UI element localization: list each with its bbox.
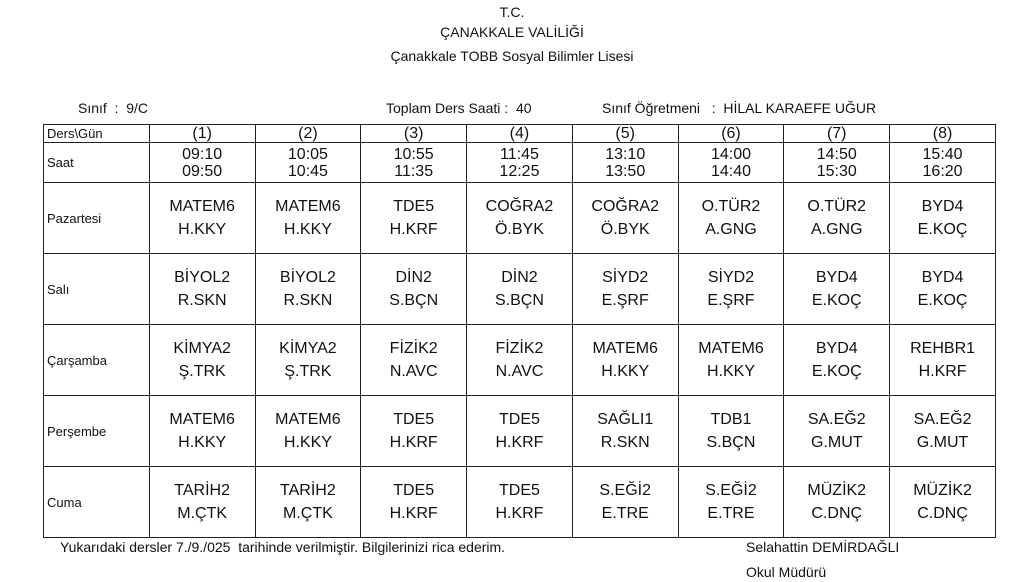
lesson-cell xyxy=(149,183,255,254)
day-name: Pazartesi xyxy=(44,183,150,254)
course-code: SA.EĞ2 xyxy=(807,411,866,428)
teacher-code: S.BÇN xyxy=(494,292,544,309)
lesson-cell xyxy=(678,325,784,396)
teacher-code: E.KOÇ xyxy=(917,292,968,309)
period-end: 11:35 xyxy=(394,162,434,180)
lesson-cell xyxy=(572,325,678,396)
total-hours-label: Toplam Ders Saati : 40 xyxy=(386,100,532,116)
lesson-cell xyxy=(255,396,361,467)
period-end: 12:25 xyxy=(499,162,540,180)
period-start: 09:10 xyxy=(182,145,223,163)
course-code: TDE5 xyxy=(393,411,435,428)
lesson-cell xyxy=(467,396,573,467)
course-code: SİYD2 xyxy=(707,269,755,286)
lesson-cell xyxy=(255,325,361,396)
lesson-cell xyxy=(784,254,890,325)
teacher-code: H.KKY xyxy=(601,363,650,380)
column-number: (1) xyxy=(149,125,255,143)
signer-title: Okul Müdürü xyxy=(746,564,827,580)
lesson-cell xyxy=(361,183,467,254)
signer-name: Selahattin DEMİRDAĞLI xyxy=(746,539,900,555)
corner-label: Ders\Gün xyxy=(44,125,150,143)
course-code: MATEM6 xyxy=(275,411,341,428)
day-name: Perşembe xyxy=(44,396,150,467)
lesson-cell xyxy=(572,396,678,467)
lesson-cell xyxy=(784,396,890,467)
header-line-governorship: ÇANAKKALE VALİLİĞİ xyxy=(440,24,584,40)
period-start: 11:45 xyxy=(500,145,539,163)
header-line-school: Çanakkale TOBB Sosyal Bilimler Lisesi xyxy=(390,48,634,64)
course-code: O.TÜR2 xyxy=(807,198,867,215)
course-code: FİZİK2 xyxy=(389,340,438,357)
course-code: MATEM6 xyxy=(169,198,235,215)
course-code: TDE5 xyxy=(393,482,435,499)
lesson-cell xyxy=(255,467,361,538)
teacher-code: R.SKN xyxy=(177,292,227,309)
day-row xyxy=(44,467,996,538)
lesson-cell xyxy=(890,254,996,325)
teacher-code: C.DNÇ xyxy=(917,505,968,522)
teacher-code: R.SKN xyxy=(600,434,650,451)
teacher-code: N.AVC xyxy=(389,363,438,380)
lesson-cell xyxy=(572,467,678,538)
lesson-cell xyxy=(572,254,678,325)
period-time xyxy=(361,143,467,183)
course-code: TDE5 xyxy=(498,482,540,499)
lesson-cell xyxy=(890,396,996,467)
course-code: KİMYA2 xyxy=(279,340,337,357)
teacher-code: Ş.TRK xyxy=(178,363,226,380)
period-end: 16:20 xyxy=(922,162,963,180)
teacher-code: S.BÇN xyxy=(389,292,439,309)
teacher-code: E.KOÇ xyxy=(917,221,968,238)
period-end: 10:45 xyxy=(287,162,328,180)
teacher-code: E.KOÇ xyxy=(811,363,862,380)
lesson-cell xyxy=(784,183,890,254)
lesson-cell xyxy=(678,183,784,254)
teacher-code: N.AVC xyxy=(495,363,544,380)
teacher-code: Ö.BYK xyxy=(600,221,650,238)
course-code: MÜZİK2 xyxy=(807,482,867,499)
teacher-code: H.KRF xyxy=(389,505,438,522)
teacher-code: M.ÇTK xyxy=(283,505,333,522)
course-code: BİYOL2 xyxy=(174,269,231,286)
column-number: (4) xyxy=(467,125,573,143)
course-code: DİN2 xyxy=(395,269,432,286)
day-name: Cuma xyxy=(44,467,150,538)
lesson-cell xyxy=(149,325,255,396)
teacher-code: G.MUT xyxy=(810,434,863,451)
period-start: 15:40 xyxy=(922,145,963,163)
column-number: (5) xyxy=(572,125,678,143)
column-number: (7) xyxy=(784,125,890,143)
lesson-cell xyxy=(255,183,361,254)
course-code: MATEM6 xyxy=(698,340,764,357)
period-start: 14:00 xyxy=(710,145,751,163)
period-time xyxy=(467,143,573,183)
lesson-cell xyxy=(572,183,678,254)
course-code: TDE5 xyxy=(498,411,540,428)
period-time xyxy=(678,143,784,183)
course-code: REHBR1 xyxy=(910,340,976,357)
course-code: MATEM6 xyxy=(275,198,341,215)
teacher-code: S.BÇN xyxy=(706,434,756,451)
timetable-time-row xyxy=(44,143,996,183)
teacher-code: Ö.BYK xyxy=(494,221,544,238)
course-code: BİYOL2 xyxy=(279,269,336,286)
period-time xyxy=(890,143,996,183)
teacher-code: H.KKY xyxy=(706,363,755,380)
period-time xyxy=(149,143,255,183)
teacher-code: E.TRE xyxy=(601,505,649,522)
teacher-code: H.KKY xyxy=(283,434,332,451)
class-label: Sınıf : 9/C xyxy=(78,100,149,116)
lesson-cell xyxy=(361,396,467,467)
time-row-label: Saat xyxy=(44,143,150,183)
course-code: MÜZİK2 xyxy=(913,482,972,499)
lesson-cell xyxy=(467,183,573,254)
period-start: 13:10 xyxy=(605,145,646,163)
lesson-cell xyxy=(149,254,255,325)
teacher-code: Ş.TRK xyxy=(284,363,332,380)
course-code: BYD4 xyxy=(815,269,858,286)
period-start: 10:05 xyxy=(287,145,328,163)
lesson-cell xyxy=(255,254,361,325)
teacher-code: H.KKY xyxy=(283,221,332,238)
course-code: SİYD2 xyxy=(602,269,649,286)
lesson-cell xyxy=(361,254,467,325)
period-start: 10:55 xyxy=(393,145,434,163)
footer-note: Yukarıdaki dersler 7./9./025 tarihinde verilmiştir. Bilgilerinizi rica ederim. xyxy=(60,539,506,555)
course-code: TDB1 xyxy=(710,411,752,428)
course-code: BYD4 xyxy=(921,269,964,286)
period-end: 13:50 xyxy=(605,162,646,180)
lesson-cell xyxy=(467,325,573,396)
course-code: MATEM6 xyxy=(169,411,235,428)
lesson-cell xyxy=(890,183,996,254)
teacher-code: E.ŞRF xyxy=(707,292,755,309)
course-code: COĞRA2 xyxy=(591,198,659,215)
course-code: BYD4 xyxy=(815,340,858,357)
teacher-code: M.ÇTK xyxy=(177,505,228,522)
teacher-code: A.GNG xyxy=(810,221,863,238)
teacher-code: E.ŞRF xyxy=(601,292,649,309)
timetable-header-row xyxy=(44,125,996,143)
course-code: S.EĞİ2 xyxy=(599,482,651,499)
lesson-cell xyxy=(784,467,890,538)
teacher-code: H.KRF xyxy=(389,221,438,238)
teacher-code: E.KOÇ xyxy=(811,292,862,309)
lesson-cell xyxy=(678,254,784,325)
lesson-cell xyxy=(678,467,784,538)
course-code: TARİH2 xyxy=(280,482,336,499)
course-code: TARİH2 xyxy=(174,482,230,499)
course-code: S.EĞİ2 xyxy=(705,482,757,499)
teacher-code: G.MUT xyxy=(916,434,969,451)
lesson-cell xyxy=(467,467,573,538)
teacher-code: H.KRF xyxy=(918,363,967,380)
course-code: DİN2 xyxy=(501,269,538,286)
teacher-code: E.TRE xyxy=(707,505,755,522)
course-code: O.TÜR2 xyxy=(701,198,761,215)
day-row xyxy=(44,254,996,325)
period-end: 14:40 xyxy=(710,162,751,180)
day-row xyxy=(44,183,996,254)
lesson-cell xyxy=(361,325,467,396)
course-code: SAĞLI1 xyxy=(597,411,654,428)
course-code: SA.EĞ2 xyxy=(913,411,972,428)
teacher-code: H.KRF xyxy=(495,505,544,522)
lesson-cell xyxy=(890,467,996,538)
course-code: MATEM6 xyxy=(592,340,658,357)
course-code: TDE5 xyxy=(393,198,435,215)
period-time xyxy=(255,143,361,183)
day-name: Çarşamba xyxy=(44,325,150,396)
column-number: (2) xyxy=(255,125,361,143)
lesson-cell xyxy=(678,396,784,467)
lesson-cell xyxy=(149,396,255,467)
day-name: Salı xyxy=(44,254,150,325)
course-code: COĞRA2 xyxy=(485,198,554,215)
teacher-code: H.KRF xyxy=(389,434,438,451)
teacher-code: H.KRF xyxy=(495,434,544,451)
period-start: 14:50 xyxy=(816,145,857,163)
period-time xyxy=(572,143,678,183)
teacher-code: A.GNG xyxy=(705,221,757,238)
lesson-cell xyxy=(149,467,255,538)
lesson-cell xyxy=(890,325,996,396)
course-code: FİZİK2 xyxy=(495,340,544,357)
period-end: 15:30 xyxy=(816,162,857,180)
header-line-tc: T.C. xyxy=(499,4,525,20)
column-number: (8) xyxy=(890,125,996,143)
column-number: (6) xyxy=(678,125,784,143)
lesson-cell xyxy=(467,254,573,325)
period-end: 09:50 xyxy=(182,162,223,180)
teacher-code: C.DNÇ xyxy=(811,505,863,522)
timetable xyxy=(43,124,996,538)
day-row xyxy=(44,396,996,467)
course-code: BYD4 xyxy=(921,198,964,215)
course-code: KİMYA2 xyxy=(173,340,231,357)
period-time xyxy=(784,143,890,183)
class-teacher-label: Sınıf Öğretmeni : HİLAL KARAEFE UĞUR xyxy=(602,100,877,116)
teacher-code: H.KKY xyxy=(178,434,227,451)
teacher-code: H.KKY xyxy=(178,221,227,238)
column-number: (3) xyxy=(361,125,467,143)
day-row xyxy=(44,325,996,396)
lesson-cell xyxy=(784,325,890,396)
teacher-code: R.SKN xyxy=(283,292,333,309)
lesson-cell xyxy=(361,467,467,538)
